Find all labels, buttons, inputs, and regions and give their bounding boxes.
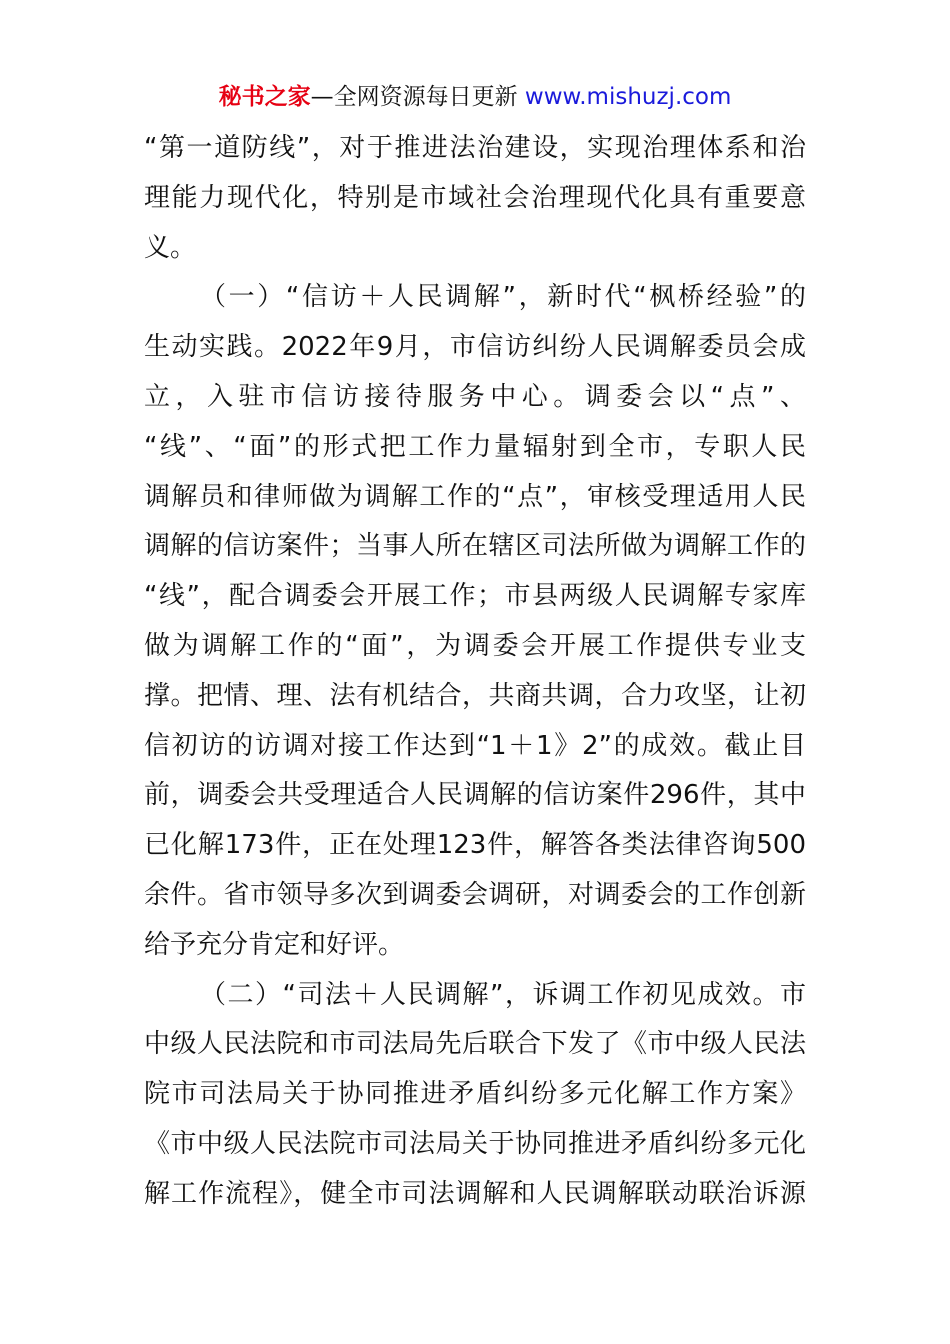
header-tagline: —全网资源每日更新 xyxy=(310,84,518,110)
text-line: “第一道防线”，对于推进法治建设，实现治理体系和治 xyxy=(144,133,806,163)
text-line: 院市司法局关于协同推进矛盾纠纷多元化解工作方案》 xyxy=(144,1079,806,1110)
text-line: 余件。省市领导多次到调委会调研，对调委会的工作创新 xyxy=(144,879,806,910)
page-header xyxy=(0,80,950,114)
text-line: 调解的信访案件；当事人所在辖区司法所做为调解工作的 xyxy=(144,531,806,562)
text-line: 调解员和律师做为调解工作的“点”，审核受理适用人民 xyxy=(144,481,806,512)
text-line: 理能力现代化，特别是市域社会治理现代化具有重要意 xyxy=(144,182,806,213)
text-line: “线”，配合调委会开展工作；市县两级人民调解专家库 xyxy=(144,581,806,612)
brand-name: 秘书之家 xyxy=(218,84,311,110)
text-line: 撑。把情、理、法有机结合，共商共调，合力攻坚，让初 xyxy=(144,680,806,711)
text-line: 立，入驻市信访接待服务中心。调委会以“点”、 xyxy=(144,381,806,412)
text-line: 解工作流程》，健全市司法调解和人民调解联动联治诉源 xyxy=(144,1178,806,1209)
section-heading-line: （二）“司法＋人民调解”，诉调工作初见成效。市 xyxy=(200,979,806,1010)
text-line: “线”、“面”的形式把工作力量辐射到全市，专职人民 xyxy=(144,431,806,462)
text-line: 前，调委会共受理适合人民调解的信访案件296件，其中 xyxy=(144,780,806,811)
text-line: 给予充分肯定和好评。 xyxy=(144,929,405,960)
text-line: 义。 xyxy=(144,232,197,263)
section-heading-line: （一）“信访＋人民调解”，新时代“枫桥经验”的 xyxy=(200,282,806,313)
text-line: 生动实践。2022年9月，市信访纠纷人民调解委员会成 xyxy=(144,332,806,363)
text-line: 《市中级人民法院市司法局关于协同推进矛盾纠纷多元化 xyxy=(144,1128,806,1159)
document-body xyxy=(144,124,806,1220)
text-line: 已化解173件，正在处理123件，解答各类法律咨询500 xyxy=(144,830,806,861)
site-link[interactable]: www.mishuzj.com xyxy=(524,84,732,110)
text-line: 做为调解工作的“面”，为调委会开展工作提供专业支 xyxy=(144,630,806,661)
text-line: 中级人民法院和市司法局先后联合下发了《市中级人民法 xyxy=(144,1029,806,1060)
text-line: 信初访的访调对接工作达到“1＋1》2”的成效。截止目 xyxy=(144,730,806,761)
